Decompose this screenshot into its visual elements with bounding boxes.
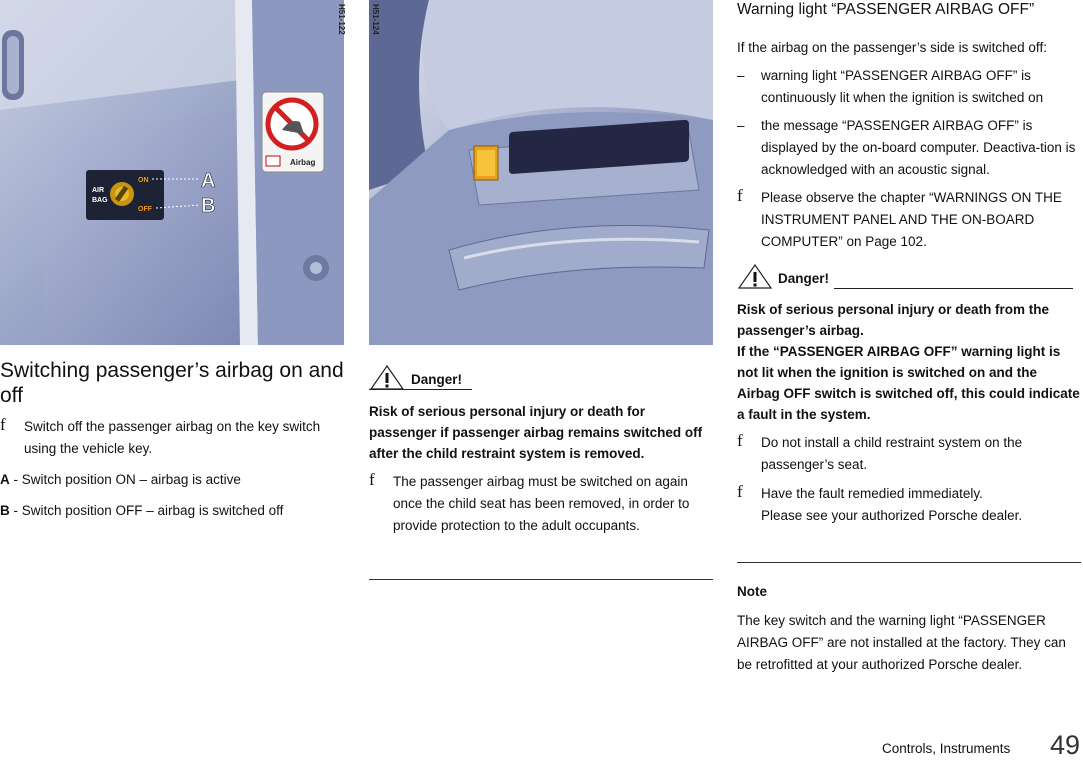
switch-air-label: AIR xyxy=(92,187,105,194)
instruction-text: Do not install a child restraint system on the passenger’s seat. xyxy=(761,435,1023,472)
note-title: Note xyxy=(737,584,767,599)
bullet-icon: f xyxy=(369,470,375,489)
bullet-icon: f xyxy=(0,415,6,434)
instruction-text: Have the fault remedied immediately. xyxy=(761,486,983,501)
warning-triangle-icon xyxy=(369,364,405,395)
bullet-icon: f xyxy=(737,482,743,501)
column-2 xyxy=(369,364,714,537)
column-3 xyxy=(737,0,1082,527)
instruction-item xyxy=(0,416,345,460)
danger-text: If the “PASSENGER AIRBAG OFF” warning light is not lit when the ignition is switched on and the Airbag OFF switch is switched off, this could indicate a fault in the system. xyxy=(737,344,1080,422)
switch-off-label: OFF xyxy=(138,206,152,213)
section-divider xyxy=(369,579,713,580)
instruction-item xyxy=(737,432,1082,476)
instruction-item xyxy=(369,471,714,537)
danger-text: Risk of serious personal injury or death for passenger if passenger airbag remains switched off after the child restraint system is removed. xyxy=(369,404,703,461)
instruction-item xyxy=(737,483,1082,527)
figure-code: H51-122 xyxy=(337,4,346,35)
bullet-icon: f xyxy=(737,431,743,450)
footer-section: Controls, Instruments xyxy=(882,741,1011,756)
danger-header xyxy=(737,263,1082,289)
note-text: The key switch and the warning light “PASSENGER AIRBAG OFF” are not installed at the factory. They can be retrofitted at your authorized Porsche dealer. xyxy=(737,613,1066,672)
legend-text: - Switch position ON – airbag is active xyxy=(9,472,241,487)
legend-key: A xyxy=(0,472,10,487)
instruction-text: The passenger airbag must be switched on again once the child seat has been removed, in order to provide protection to the adult occupants. xyxy=(393,474,690,533)
danger-label: Danger! xyxy=(411,372,463,387)
section-heading: Switching passenger’s airbag on and off xyxy=(0,359,344,407)
danger-rule xyxy=(834,288,1073,289)
figure-airbag-key-switch xyxy=(0,0,344,345)
bullet-icon: f xyxy=(737,186,743,205)
dash-icon: – xyxy=(737,118,745,133)
figure-center-console-warning-light xyxy=(369,0,713,345)
section-heading: Warning light “PASSENGER AIRBAG OFF” xyxy=(737,1,1035,18)
instruction-text-extra: Please see your authorized Porsche dealer. xyxy=(761,508,1023,523)
warning-triangle-icon xyxy=(737,263,773,294)
instruction-text: Please observe the chapter “WARNINGS ON THE INSTRUMENT PANEL AND THE ON-BOARD COMPUTER” on Page 102. xyxy=(761,190,1062,249)
danger-rule xyxy=(369,389,472,390)
dash-item xyxy=(737,115,1082,181)
note-block xyxy=(737,582,1082,676)
section-divider xyxy=(737,562,1081,563)
sticker-label: Airbag xyxy=(290,158,316,167)
danger-header xyxy=(369,364,714,390)
danger-text: Risk of serious personal injury or death from the passenger’s airbag. xyxy=(737,302,1050,338)
figure-code: H51-124 xyxy=(371,4,380,35)
column-1 xyxy=(0,358,345,522)
dash-icon: – xyxy=(737,68,745,83)
dash-item xyxy=(737,65,1082,109)
page-number: 49 xyxy=(1049,730,1080,760)
page-footer xyxy=(880,730,1082,760)
callout-b: B xyxy=(201,195,216,217)
switch-bag-label: BAG xyxy=(92,197,108,204)
legend-text: - Switch position OFF – airbag is switched off xyxy=(9,503,284,518)
callout-a: A xyxy=(201,170,216,192)
dash-item-text: the message “PASSENGER AIRBAG OFF” is displayed by the on-board computer. Deactiva-tion is acknowledged with an acoustic signal. xyxy=(761,118,1076,177)
legend-key: B xyxy=(0,503,10,518)
instruction-item xyxy=(737,187,1082,253)
intro-text: If the airbag on the passenger’s side is switched off: xyxy=(737,40,1047,55)
legend-item-a xyxy=(0,469,345,491)
legend-item-b xyxy=(0,500,345,522)
switch-on-label: ON xyxy=(138,177,149,184)
danger-label: Danger! xyxy=(778,271,830,286)
dash-item-text: warning light “PASSENGER AIRBAG OFF” is continuously lit when the ignition is switched on xyxy=(761,68,1044,105)
instruction-text: Switch off the passenger airbag on the key switch using the vehicle key. xyxy=(24,419,321,456)
